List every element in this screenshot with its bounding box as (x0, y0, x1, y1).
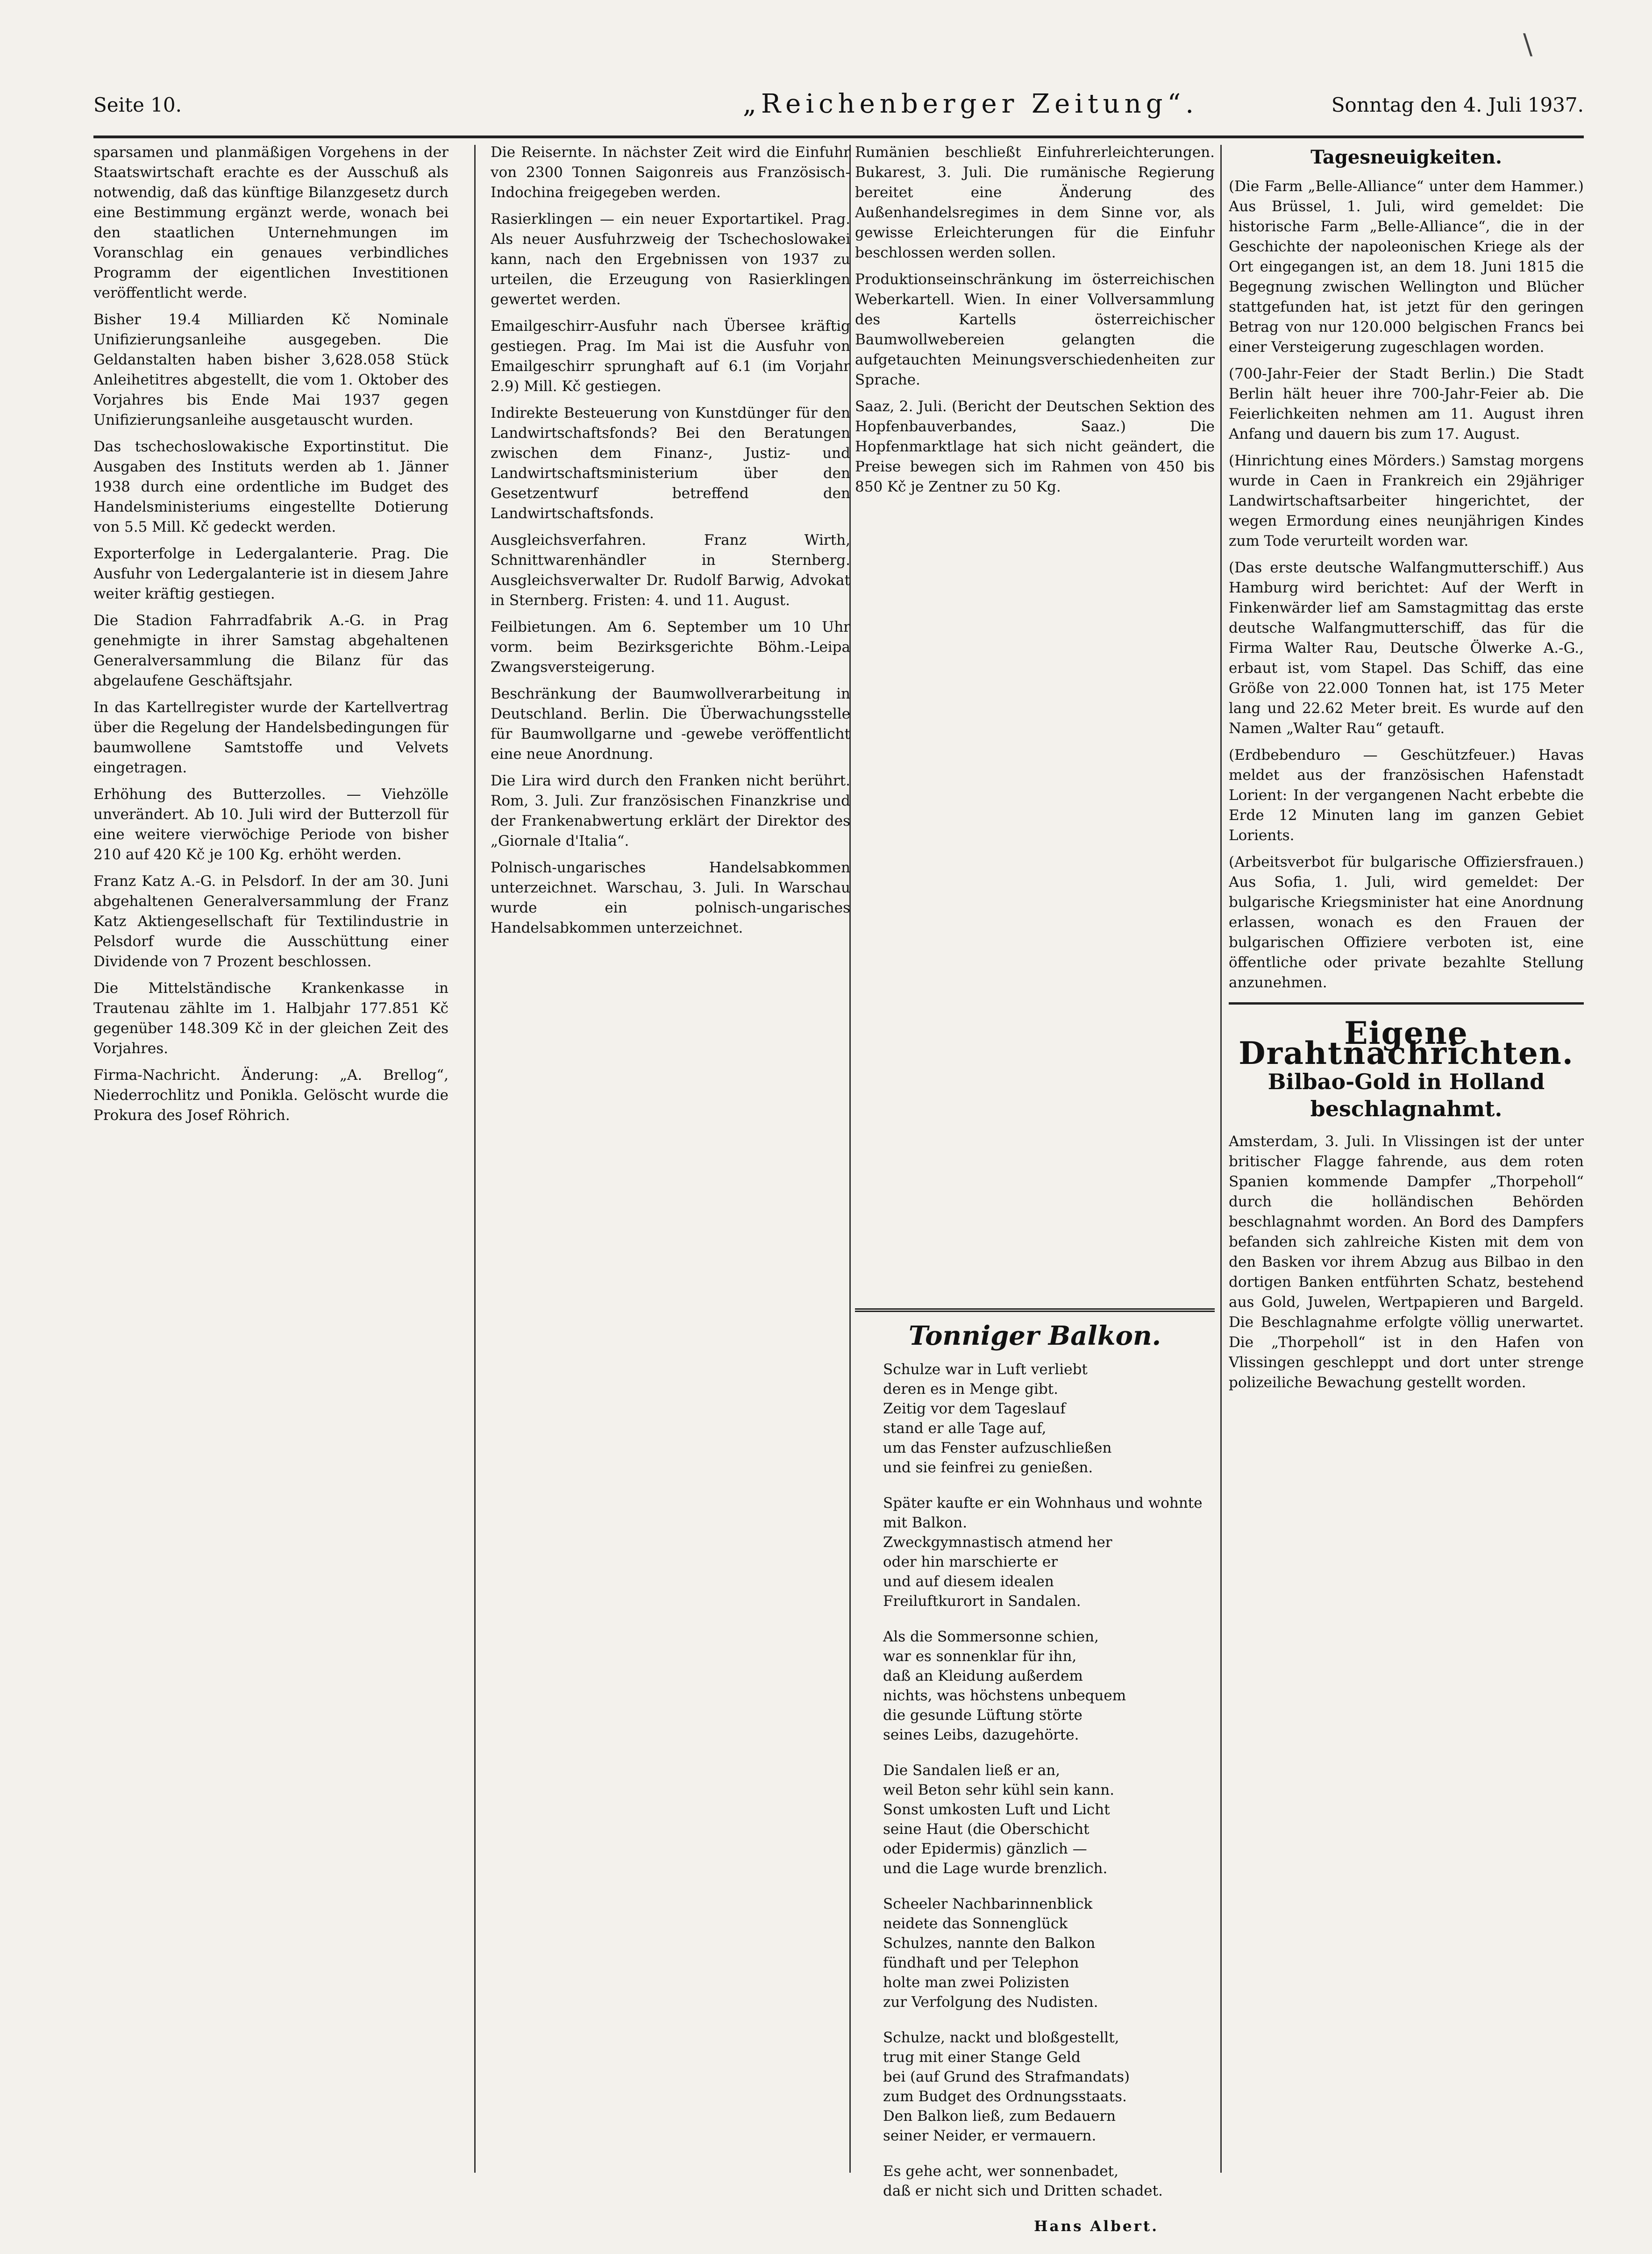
article: sparsamen und planmäßigen Vorgehens in der Staatswirtschaft erachte es der Ausschuß als notwendig, daß das künftige Bilanzgesetz durch eine Bestimmung ergänzt werde, wonach bei den staatlichen Unternehmungen im Voranschlag ein genaues verbindliches Programm der eigentlichen Investitionen veröffentlicht werde. (93, 144, 449, 301)
poem-stanza: Scheeler Nachbarinnenblick neidete das Sonnenglück Schulzes, nannte den Balkon fündhaft und per Telephon holte man zwei Polizisten zur Verfolgung des Nudisten. (883, 1896, 1098, 2011)
news-item: (Arbeitsverbot für bulgarische Offiziersfrauen.) Aus Sofia, 1. Juli, wird gemeldet: Der bulgarische Kriegsminister hat eine Anordnung erlassen, wonach es den Frauen der bulgarischen Offiziere verboten ist, eine öffentliche oder private bezahlte Stellung anzunehmen. (1229, 854, 1584, 991)
column-2 (491, 143, 850, 2180)
article: Produktionseinschränkung im österreichischen Weberkartell. Wien. In einer Vollversammlung des Kartells österreichischer Baumwollwebereien gelangten die aufgetauchten Meinungsverschiedenheiten zur Sprache. (855, 271, 1215, 388)
article: Ausgleichsverfahren. Franz Wirth, Schnittwarenhändler in Sternberg. Ausgleichsverwalter Dr. Rudolf Barwig, Advokat in Sternberg. Fristen: 4. und 11. August. (491, 532, 850, 609)
news-item: (Die Farm „Belle-Alliance“ unter dem Hammer.) Aus Brüssel, 1. Juli, wird gemeldet: Die historische Farm „Belle-Alliance“, die in der Geschichte der napoleonischen Kriege als der Ort eingegangen ist, an dem 18. Juni 1815 die Begegnung zwischen Wellington und Blücher stattgefunden hat, ist jetzt für den geringen Betrag von nur 120.000 belgischen Francs bei einer Versteigerung zugeschlagen worden. (1229, 178, 1584, 356)
poem-stanza: Die Sandalen ließ er an, weil Beton sehr kühl sein kann. Sonst umkosten Luft und Licht seine Haut (die Oberschicht oder Epidermis) gänzlich — und die Lage wurde brenzlich. (883, 1762, 1115, 1877)
article: Indirekte Besteuerung von Kunstdünger für den Landwirtschaftsfonds? Bei den Beratungen zwischen dem Finanz-, Justiz- und Landwirtschaftsministerium über den Gesetzentwurf betreffend den Landwirtschaftsfonds. (491, 405, 850, 522)
poem-box (855, 1308, 1215, 2236)
article: Die Mittelständische Krankenkasse in Trautenau zählte im 1. Halbjahr 177.851 Kč gegenüber 148.309 Kč in der gleichen Zeit des Vorjahres. (93, 980, 449, 1057)
wire-news-headline: Bilbao-Gold in Holland beschlagnahmt. (1267, 1069, 1545, 1121)
poem-stanza: Schulze, nackt und bloßgestellt, trug mit einer Stange Geld bei (auf Grund des Strafmandats) zum Budget des Ordnungsstaats. Den Balkon ließ, zum Bedauern seiner Neider, er vermauern. (883, 2029, 1130, 2144)
article: Beschränkung der Baumwollverarbeitung in Deutschland. Berlin. Die Überwachungsstelle für Baumwollgarne und -gewebe veröffentlicht eine neue Anordnung. (491, 685, 850, 763)
poem-stanza: Es gehe acht, wer sonnenbadet, daß er nicht sich und Dritten schadet. (883, 2163, 1163, 2199)
article: Die Reisernte. In nächster Zeit wird die Einfuhr von 2300 Tonnen Saigonreis aus Französisch-Indochina freigegeben werden. (491, 144, 850, 201)
news-item: (700-Jahr-Feier der Stadt Berlin.) Die Stadt Berlin hält heuer ihre 700-Jahr-Feier ab. Die Feierlichkeiten nehmen am 11. August ihren Anfang und dauern bis zum 17. August. (1229, 365, 1584, 442)
column-4 (1229, 143, 1584, 2180)
news-item: (Hinrichtung eines Mörders.) Samstag morgens wurde in Caen in Frankreich ein 29jähriger Landwirtschaftsarbeiter hingerichtet, der wegen Ermordung eines neunjährigen Kindes zum Tode verurteilt worden war. (1229, 452, 1584, 549)
wire-news-text: Amsterdam, 3. Juli. In Vlissingen ist der unter britischer Flagge fahrende, aus dem roten Spanien kommende Dampfer „Thorpeholl“ durch die holländischen Behörden beschlagnahmt worden. An Bord des Dampfers befanden sich zahlreiche Kisten mit dem von den Basken vor ihrem Abzug aus Bilbao in den dortigen Banken entführten Schatz, bestehend aus Gold, Juwelen, Wertpapieren und Bargeld. Die Beschlagnahme erfolgte völlig unerwartet. Die „Thorpeholl“ ist in den Hafen von Vlissingen geschleppt und dort unter strenge polizeiliche Bewachung gestellt worden. (1229, 1133, 1584, 1391)
page-number: Seite 10. (93, 93, 182, 116)
article: Rumänien beschließt Einfuhrerleichterungen. Bukarest, 3. Juli. Die rumänische Regierung bereitet eine Änderung des Außenhandelsregimes in dem Sinne vor, als gewisse Erleichterungen für die Einfuhr beschlossen werden sollen. (855, 144, 1215, 261)
page-header (93, 79, 1584, 131)
article: Rasierklingen — ein neuer Exportartikel. Prag. Als neuer Ausfuhrzweig der Tschechoslowakei kann, nach den Ergebnissen von 1937 zu urteilen, die Erzeugung von Rasierklingen gewertet werden. (491, 211, 850, 308)
article: Saaz, 2. Juli. (Bericht der Deutschen Sektion des Hopfenbauverbandes, Saaz.) Die Hopfenmarktlage hat sich nicht geändert, die Preise bewegen sich im Rahmen von 450 bis 850 Kč je Zentner zu 50 Kg. (855, 398, 1215, 495)
poem-stanza: Als die Sommersonne schien, war es sonnenklar für ihn, daß an Kleidung außerdem nichts, was höchstens unbequem die gesunde Lüftung störte seines Leibs, dazugehörte. (883, 1628, 1126, 1743)
poem-stanza: Später kaufte er ein Wohnhaus und wohnte mit Balkon. Zweckgymnastisch atmend her oder hin marschierte er und auf diesem idealen Freiluftkurort in Sandalen. (883, 1495, 1203, 1610)
article: Firma-Nachricht. Änderung: „A. Brellog“, Niederrochlitz und Ponikla. Gelöscht wurde die Prokura des Josef Röhrich. (93, 1067, 449, 1124)
article: Das tschechoslowakische Exportinstitut. Die Ausgaben des Instituts werden ab 1. Jänner 1938 durch eine ordentliche im Budget des Handelsministeriums eingestellte Dotierung von 5.5 Mill. Kč gedeckt werden. (93, 438, 449, 535)
newspaper-name: „Reichenberger Zeitung“. (743, 89, 1199, 119)
article: In das Kartellregister wurde der Kartellvertrag über die Regelung der Handelsbedingungen für baumwollene Samtstoffe und Velvets eingetragen. (93, 699, 449, 776)
article: Bisher 19.4 Milliarden Kč Nominale Unifizierungsanleihe ausgegeben. Die Geldanstalten haben bisher 3,628.058 Stück Anleihetitres abgestellt, die vom 1. Oktober des Vorjahres bis Ende Mai 1937 gegen Unifizierungsanleihe ausgetauscht wurden. (93, 311, 449, 428)
article: Franz Katz A.-G. in Pelsdorf. In der am 30. Juni abgehaltenen Generalversammlung der Franz Katz Aktiengesellschaft für Textilindustrie in Pelsdorf wurde die Ausschüttung einer Dividende von 7 Prozent beschlossen. (93, 873, 449, 970)
poem-author: Hans Albert. (1034, 2218, 1159, 2235)
section-rule (1229, 1002, 1584, 1005)
article: Die Stadion Fahrradfabrik A.-G. in Prag genehmigte in ihrer Samstag abgehaltenen Generalversammlung die Bilanz für das abgelaufene Geschäftsjahr. (93, 612, 449, 689)
column-divider (474, 145, 476, 2173)
issue-date: Sonntag den 4. Juli 1937. (1331, 93, 1584, 116)
column-1 (93, 143, 449, 2180)
section-title: Tagesneuigkeiten. (1310, 146, 1502, 168)
wire-news-title: Eigene Drahtnachrichten. (1239, 1015, 1574, 1071)
column-divider (1220, 145, 1222, 2173)
news-item: (Das erste deutsche Walfangmutterschiff.) Aus Hamburg wird berichtet: Auf der Werft in Finkenwärder lief am Samstagmittag das erste deutsche Walfangmutterschiff, das für die Firma Walter Rau, Deutsche Ölwerke A.-G., erbaut ist, vom Stapel. Das Schiff, das eine Größe von 22.000 Tonnen hat, ist 175 Meter lang und 22.62 Meter breit. Es wurde auf den Namen „Walter Rau“ getauft. (1229, 559, 1584, 737)
article: Polnisch-ungarisches Handelsabkommen unterzeichnet. Warschau, 3. Juli. In Warschau wurde ein polnisch-ungarisches Handelsabkommen unterzeichnet. (491, 859, 850, 936)
article: Erhöhung des Butterzolles. — Viehzölle unverändert. Ab 10. Juli wird der Butterzoll für eine weitere vierwöchige Periode von bisher 210 auf 420 Kč je 100 Kg. erhöht werden. (93, 786, 449, 863)
header-rule (93, 136, 1584, 138)
corner-mark: \ (1523, 28, 1533, 61)
article: Feilbietungen. Am 6. September um 10 Uhr vorm. beim Bezirksgerichte Böhm.-Leipa Zwangsversteigerung. (491, 619, 850, 676)
news-item: (Erdbebenduro — Geschützfeuer.) Havas meldet aus der französischen Hafenstadt Lorient: In der vergangenen Nacht erbebte die Erde 12 Minuten lang im ganzen Gebiet Lorients. (1229, 747, 1584, 844)
article: Die Lira wird durch den Franken nicht berührt. Rom, 3. Juli. Zur französischen Finanzkrise und der Frankenabwertung erklärt der Direktor des „Giornale d'Italia“. (491, 772, 850, 849)
poem-stanza: Schulze war in Luft verliebt deren es in Menge gibt. Zeitig vor dem Tageslauf stand er alle Tage auf, um das Fenster aufzuschließen und sie feinfrei zu genießen. (883, 1361, 1112, 1476)
poem-separator (855, 1308, 1215, 1312)
poem-title: Tonniger Balkon. (908, 1320, 1161, 1351)
article: Exporterfolge in Ledergalanterie. Prag. Die Ausfuhr von Ledergalanterie ist in diesem Jahre weiter kräftig gestiegen. (93, 545, 449, 602)
column-3 (855, 143, 1215, 1287)
article: Emailgeschirr-Ausfuhr nach Übersee kräftig gestiegen. Prag. Im Mai ist die Ausfuhr von Emailgeschirr sprunghaft auf 6.1 (im Vorjahr 2.9) Mill. Kč gestiegen. (491, 318, 850, 395)
